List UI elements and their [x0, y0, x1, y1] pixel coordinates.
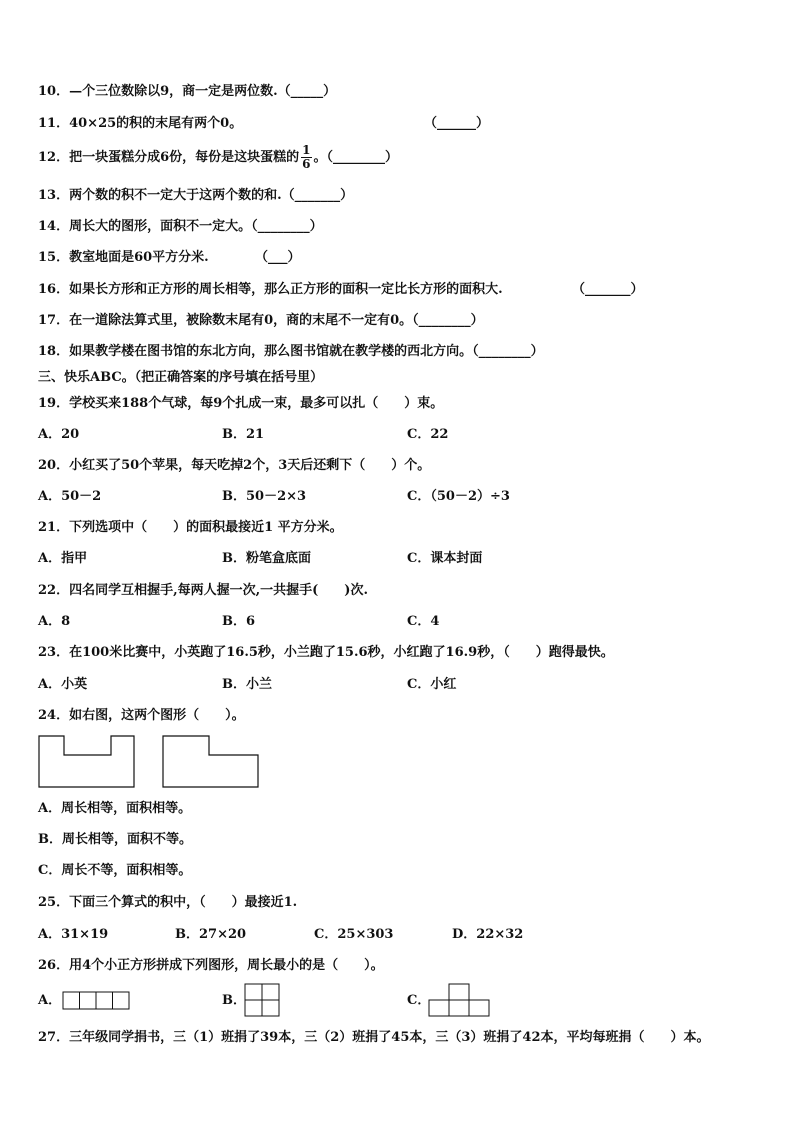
- question-15-answer-blank: （___）: [255, 250, 301, 265]
- question-14: 14．周长大的图形，面积不一定大。（________）: [38, 219, 323, 234]
- q26-option-a: A．: [38, 993, 62, 1008]
- question-12-text: 12．把一块蛋糕分成6份，每份是这块蛋糕的: [38, 150, 300, 165]
- q19-option-c: C．22: [407, 427, 449, 442]
- q24-figures: [36, 734, 276, 790]
- q20-option-b: B．50－2×3: [222, 489, 307, 504]
- question-10: 10．—个三位数除以9，商一定是两位数.（_____）: [38, 84, 337, 99]
- figure-step-shape: [163, 736, 258, 787]
- q23-option-a: A．小英: [38, 677, 88, 692]
- section-3-heading: 三、快乐ABC。（把正确答案的序号填在括号里）: [38, 370, 324, 385]
- q26-figure-a-row: [62, 990, 132, 1012]
- q22-option-a: A．8: [38, 614, 71, 629]
- question-12-tail: 。（________）: [313, 150, 399, 165]
- fraction-numerator: 1: [302, 143, 311, 157]
- fraction-denominator: 6: [302, 157, 311, 171]
- q24-option-b: B．周长相等，面积不等。: [38, 832, 192, 847]
- q19-option-b: B．21: [222, 427, 265, 442]
- q23-option-c: C．小红: [407, 677, 457, 692]
- q22-option-b: B．6: [222, 614, 256, 629]
- q25-option-c: C．25×303: [314, 927, 394, 942]
- question-18: 18．如果教学楼在图书馆的东北方向，那么图书馆就在教学楼的西北方向。（________）: [38, 344, 544, 359]
- question-27: 27．三年级同学捐书，三（1）班捐了39本，三（2）班捐了45本，三（3）班捐了42本，平均每班捐（ ）本。: [38, 1030, 710, 1045]
- question-24: 24．如右图，这两个图形（ ）。: [38, 708, 245, 723]
- fraction-one-sixth: [301, 144, 311, 171]
- question-11-answer-blank: （______）: [424, 116, 490, 131]
- question-23: 23．在100米比赛中，小英跑了16.5秒，小兰跑了15.6秒，小红跑了16.9秒，（ ）跑得最快。: [38, 645, 614, 660]
- question-15: [38, 250, 209, 266]
- question-22: 22．四名同学互相握手,每两人握一次,一共握手( )次.: [38, 583, 368, 598]
- question-15-text: 15．教室地面是60平方分米.: [38, 250, 209, 265]
- q21-option-a: A．指甲: [38, 551, 88, 566]
- q26-figure-b-square: [244, 983, 284, 1019]
- question-20: 20．小红买了50个苹果，每天吃掉2个，3天后还剩下（ ）个。: [38, 458, 431, 473]
- question-19: 19．学校买来188个气球，每9个扎成一束，最多可以扎（ ）束。: [38, 396, 444, 411]
- question-11-text: 11．40×25的积的末尾有两个0。: [38, 116, 243, 131]
- question-25: 25．下面三个算式的积中，（ ）最接近1.: [38, 895, 298, 910]
- q20-option-c: C．（50－2）÷3: [407, 489, 510, 504]
- q26-figure-c-t-shape: [428, 983, 494, 1019]
- q19-option-a: A．20: [38, 427, 80, 442]
- q20-option-a: A．50－2: [38, 489, 102, 504]
- q25-option-b: B．27×20: [175, 927, 247, 942]
- figure-u-shape: [39, 736, 134, 787]
- q22-option-c: C．4: [407, 614, 440, 629]
- q23-option-b: B．小兰: [222, 677, 272, 692]
- q24-option-c: C．周长不等，面积相等。: [38, 863, 192, 878]
- question-17: 17．在一道除法算式里，被除数末尾有0，商的末尾不一定有0。（________）: [38, 313, 484, 328]
- question-12: [38, 143, 398, 173]
- q24-option-a: A．周长相等，面积相等。: [38, 801, 192, 816]
- question-21: 21．下列选项中（ ）的面积最接近1 平方分米。: [38, 520, 343, 535]
- q25-option-a: A．31×19: [38, 927, 109, 942]
- question-16: [38, 282, 503, 298]
- q25-option-d: D．22×32: [452, 927, 524, 942]
- q21-option-b: B．粉笔盒底面: [222, 551, 311, 566]
- question-16-text: 16．如果长方形和正方形的周长相等，那么正方形的面积一定比长方形的面积大.: [38, 282, 503, 297]
- q21-option-c: C．课本封面: [407, 551, 483, 566]
- question-13: 13．两个数的积不一定大于这两个数的和.（_______）: [38, 188, 354, 203]
- q26-option-b: B．: [222, 993, 246, 1008]
- question-26: 26．用4个小正方形拼成下列图形，周长最小的是（ ）。: [38, 958, 384, 973]
- q26-option-c: C．: [407, 993, 431, 1008]
- question-16-answer-blank: （_______）: [572, 282, 644, 297]
- question-11: [38, 116, 242, 132]
